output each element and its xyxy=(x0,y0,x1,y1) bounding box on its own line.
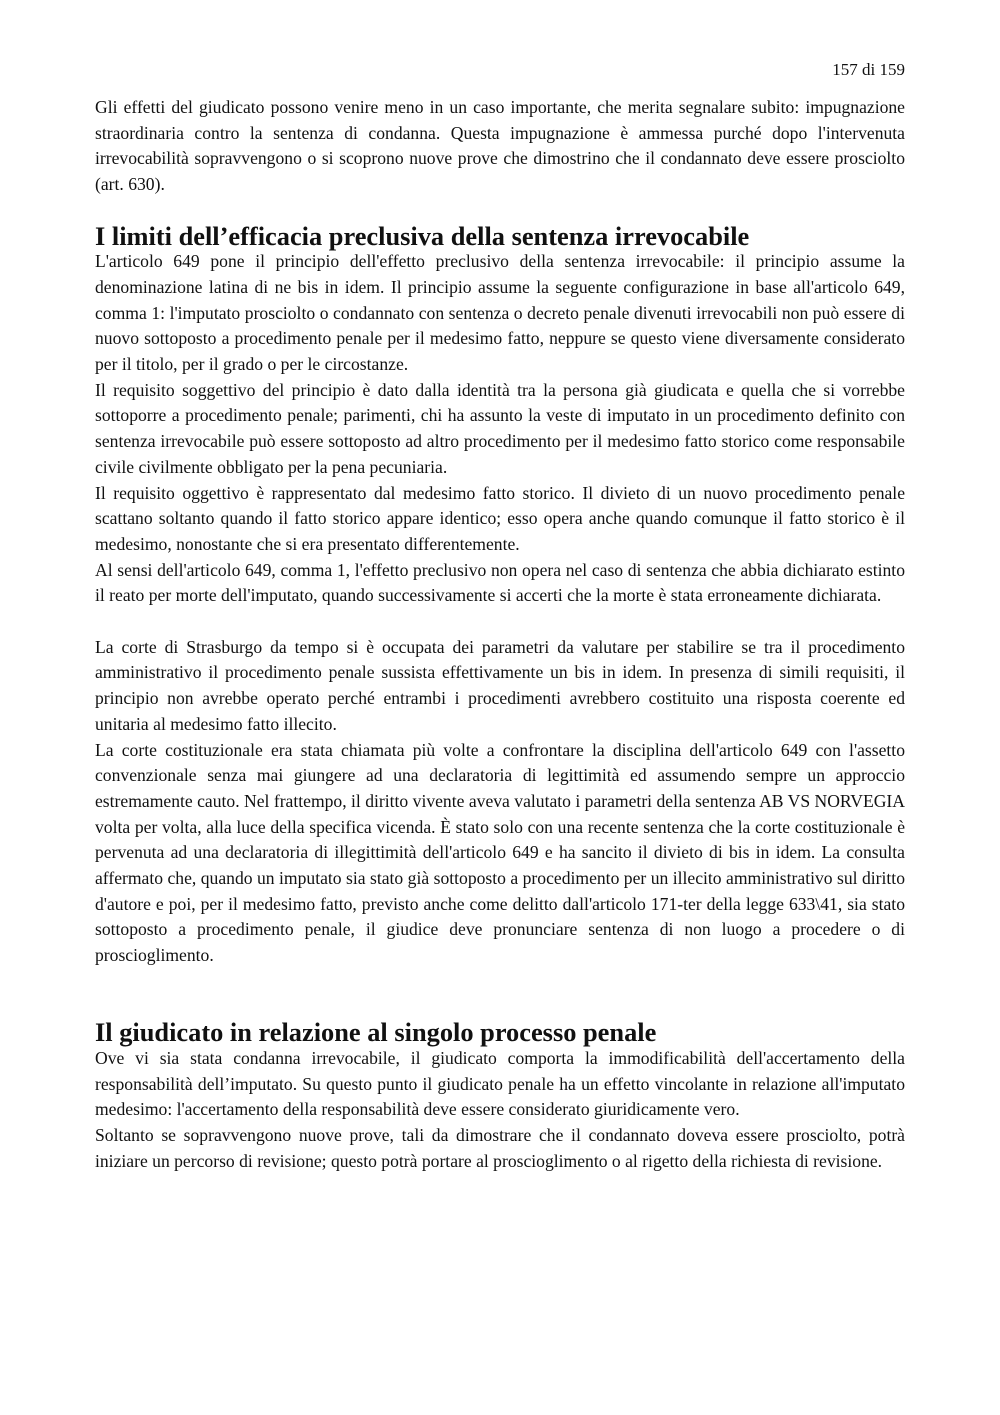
paragraph-requisito-soggettivo: Il requisito soggettivo del principio è dato dalla identità tra la persona già giudicata e quella che si vorrebbe sottoporre a procedimento penale; parimenti, chi ha assunto la veste di imputato in un procedimento definito con sentenza irrevocabile può essere sottoposto ad altro procedimento per il medesimo fatto storico come responsabile civile civilmente obbligato per la pena pecuniaria. xyxy=(95,379,905,477)
document-body xyxy=(95,95,905,1174)
paragraph-effetto-preclusivo: Al sensi dell'articolo 649, comma 1, l'effetto preclusivo non opera nel caso di sentenza che abbia dichiarato estinto il reato per morte dell'imputato, quando successivamente si accerti che la morte è stata erroneamente dichiarata. xyxy=(95,559,905,606)
spacer xyxy=(95,969,905,1020)
section-heading-singolo-processo: Il giudicato in relazione al singolo processo penale xyxy=(95,1017,657,1048)
paragraph-corte-strasburgo: La corte di Strasburgo da tempo si è occupata dei parametri da valutare per stabilire se tra il procedimento amministrativo il procedimento penale sussista effettivamente un bis in idem. In presenza di simili requisiti, il principio non avrebbe operato perché entrambi i procedimenti avrebbero costituito una risposta coerente ed unitaria al medesimo fatto illecito. xyxy=(95,636,905,734)
paragraph-condanna-irrevocabile: Ove vi sia stata condanna irrevocabile, il giudicato comporta la immodificabilità dell'accertamento della responsabilità dell’imputato. Su questo punto il giudicato penale ha un effetto vincolante in relazione all'imputato medesimo: l'accertamento della responsabilità deve essere considerato giuridicamente vero. xyxy=(95,1047,905,1120)
paragraph-revisione: Soltanto se sopravvengono nuove prove, tali da dimostrare che il condannato doveva essere prosciolto, potrà iniziare un percorso di revisione; questo potrà portare al proscioglimento o al rigetto della richiesta di revisione. xyxy=(95,1125,905,1171)
spacer xyxy=(95,609,905,635)
spacer xyxy=(95,198,905,224)
paragraph-requisito-oggettivo: Il requisito oggettivo è rappresentato dal medesimo fatto storico. Il divieto di un nuovo procedimento penale scattano soltanto quando il fatto storico appare identico; esso opera anche quando comunque il fatto storico è il medesimo, nonostante che si era presentato differentemente. xyxy=(95,482,905,554)
section-heading-limiti: I limiti dell’efficacia preclusiva della sentenza irrevocabile xyxy=(95,220,750,251)
intro-paragraph: Gli effetti del giudicato possono venire meno in un caso importante, che merita segnalare subito: impugnazione straordinaria contro la sentenza di condanna. Questa impugnazione è ammessa purché dopo l'intervenuta irrevocabilità sopravvengono o si scoprono nuove prove che dimostrino che il condannato deve essere prosciolto (art. 630). xyxy=(95,97,905,195)
paragraph-corte-costituzionale: La corte costituzionale era stata chiamata più volte a confrontare la disciplina dell'articolo 649 con l'assetto convenzionale senza mai giungere ad una declaratoria di legittimità ed assumendo sempre un approccio estremamente cauto. Nel frattempo, il diritto vivente aveva valutato i parametri della sentenza AB VS NORVEGIA volta per volta, alla luce della specifica vicenda. È stato solo con una recente sentenza che la corte costituzionale è pervenuta ad una declaratoria di illegittimità dell'articolo 649 e ha sancito il divieto di bis in idem. La consulta affermato che, quando un imputato sia stato già sottoposto a procedimento per un illecito amministrativo sul diritto d'autore e poi, per il medesimo fatto, previsto anche come delitto dall'articolo 171-ter della legge 633\41, sia stato sottoposto a procedimento penale, il giudice deve pronunciare sentenza di non luogo a procedere o di proscioglimento. xyxy=(95,739,905,966)
paragraph-articolo-649: L'articolo 649 pone il principio dell'effetto preclusivo della sentenza irrevocabile: il principio assume la denominazione latina di ne bis in idem. Il principio assume la seguente configurazione in base all'articolo 649, comma 1: l'imputato prosciolto o condannato con sentenza o decreto penale divenuti irrevocabili non può essere di nuovo sottoposto a procedimento penale per il medesimo fatto, neppure se questo viene diversamente considerato per il titolo, per il grado o per le circostanze. xyxy=(95,251,905,375)
page-number: 157 di 159 xyxy=(832,60,905,79)
